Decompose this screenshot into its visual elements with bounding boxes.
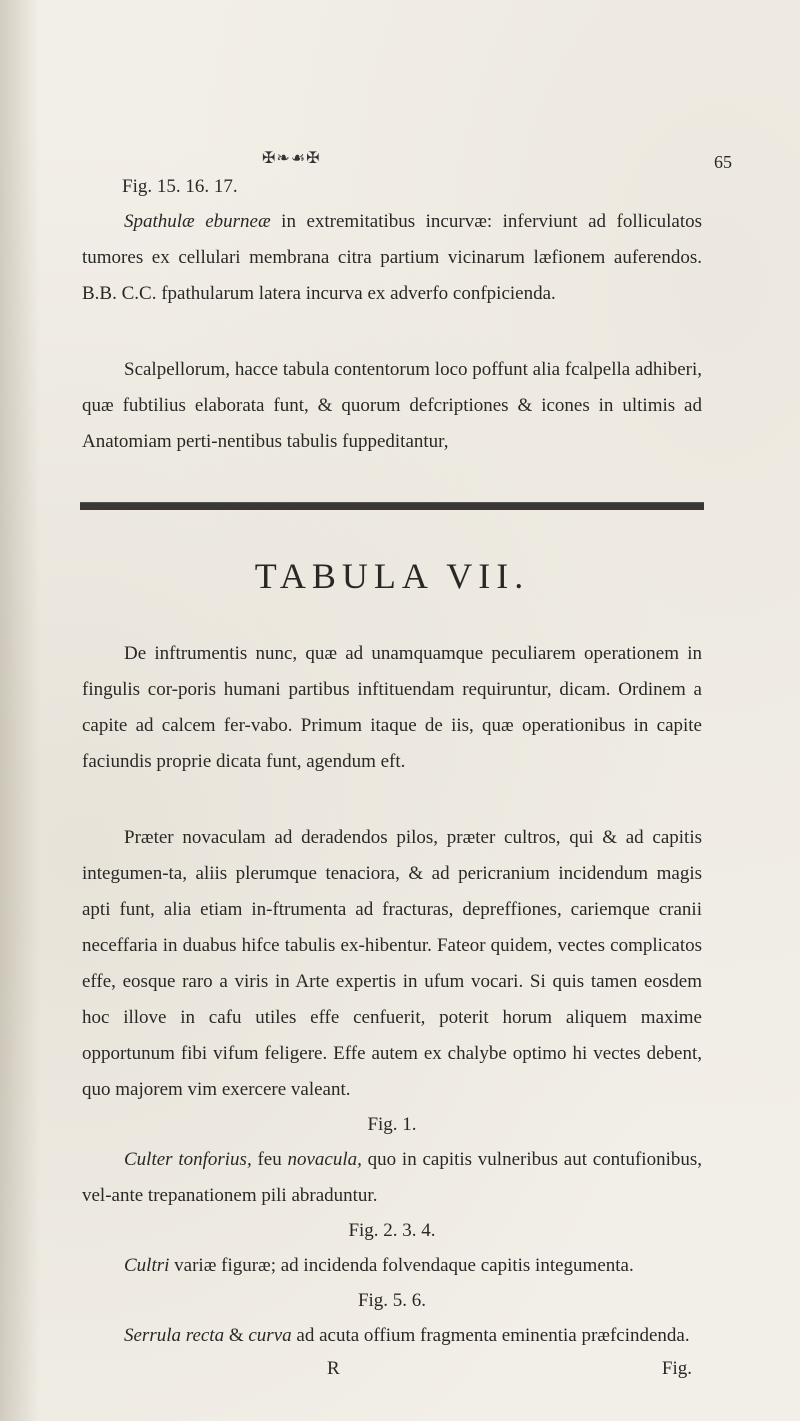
spathulae-paragraph xyxy=(82,204,702,312)
fig-1-connector: feu xyxy=(251,1149,288,1170)
term-cultri: Cultri xyxy=(124,1255,170,1276)
intro-paragraph-2: Præter novaculam ad deradendos pilos, præter cultros, qui & ad capitis integumen-ta, aliis plerumque tenaciora, & ad pericranium incidendum magis apti funt, alia etiam in-ftrumenta ad fracturas, depreffiones, cariemque cranii neceffaria in duabus hifce tabulis ex-hibentur. Fateor quidem, vectes complicatos effe, eosque raro a viris in Arte expertis in ufum vocari. Si quis tamen eosdem hoc illove in cafu utiles effe cenfuerit, poterit horum aliquem maxime opportunum fibi vifum feligere. Effe autem ex chalybe optimo hi vectes debent, quo majorem vim exercere valeant. xyxy=(82,827,702,1100)
document-page xyxy=(82,148,732,1384)
intro-paragraph-1: De inftrumentis nunc, quæ ad unamquamque peculiarem operationem in fingulis cor-poris humani partibus inftituendam requiruntur, dicam. Ordinem a capite ad calcem fer-vabo. Primum itaque de iis, quæ operationibus in capite faciundis proprie dicata funt, agendum eft. xyxy=(82,643,702,772)
term-novacula: novacula, xyxy=(287,1149,362,1170)
page-number: 65 xyxy=(714,152,732,172)
footer-row xyxy=(82,1354,702,1384)
fig-1-text: quo in capitis vulneribus aut contufionibus, vel-ante trepanationem pili abraduntur. xyxy=(82,1149,702,1206)
term-culter: Culter tonforius, xyxy=(124,1149,252,1170)
catchword: Fig. xyxy=(661,1358,692,1379)
signature-mark: R xyxy=(327,1358,340,1379)
figure-heading-15: Fig. 15. 16. 17. xyxy=(122,176,238,197)
scalpellorum-paragraph: Scalpellorum, hacce tabula contentorum loco poffunt alia fcalpella adhiberi, quæ fubtilius elaborata funt, & quorum defcriptiones & icones in ultimis ad Anatomiam perti-nentibus tabulis fuppeditantur, xyxy=(82,359,702,452)
tabula-title: TABULA VII. xyxy=(254,556,530,596)
page-edge-shadow xyxy=(0,0,40,1421)
section-rule xyxy=(80,502,704,510)
fig-2-text: variæ figuræ; ad incidenda folvendaque capitis integumenta. xyxy=(169,1255,634,1276)
fig-5-paragraph xyxy=(82,1318,702,1354)
spathulae-text: in extremitatibus incurvæ: inferviunt ad folliculatos tumores ex cellulari membrana citra partium vicinarum læfionem auferendos. B.B. C.C. fpathularum latera incurva ex adverfo confpicienda. xyxy=(82,211,702,304)
fig-5-connector: & xyxy=(224,1325,249,1346)
term-curva: curva xyxy=(248,1325,292,1346)
term-serrula: Serrula recta xyxy=(124,1325,225,1346)
header-ornament: ✠❧☙✠ xyxy=(262,150,321,167)
fig-1-paragraph xyxy=(82,1142,702,1214)
term-spathulae: Spathulæ eburneæ xyxy=(124,211,271,232)
figure-heading-2: Fig. 2. 3. 4. xyxy=(348,1220,436,1241)
fig-5-text: ad acuta offium fragmenta eminentia præfcindenda. xyxy=(291,1325,690,1346)
figure-heading-1: Fig. 1. xyxy=(367,1114,417,1135)
fig-2-paragraph xyxy=(82,1248,702,1284)
figure-heading-5: Fig. 5. 6. xyxy=(357,1290,427,1311)
running-header xyxy=(82,148,732,176)
